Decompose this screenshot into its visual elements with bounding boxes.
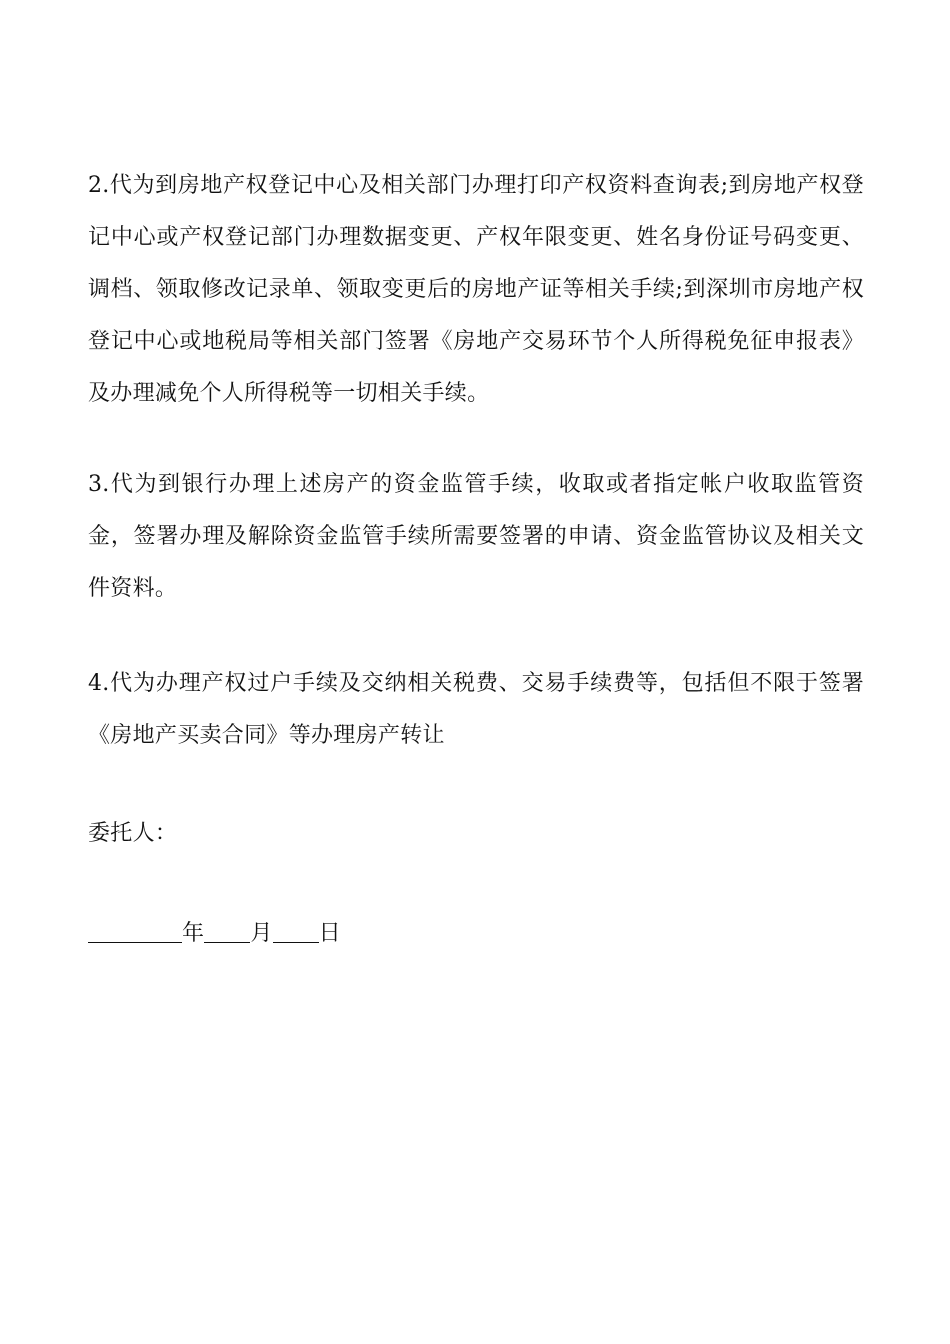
clause-2-paragraph: 2.代为到房地产权登记中心及相关部门办理打印产权资料查询表;到房地产权登记中心或产权登记部门办理数据变更、产权年限变更、姓名身份证号码变更、调档、领取修改记录单、领取变更后的房地产证等相关手续;到深圳市房地产权登记中心或地税局等相关部门签署《房地产交易环节个人所得税免征申报表》及办理减免个人所得税等一切相关手续。 <box>88 173 864 406</box>
year-label: 年 <box>182 921 205 946</box>
signature-date-line <box>88 908 864 960</box>
year-blank[interactable] <box>88 920 182 943</box>
clause-4-paragraph: 4.代为办理产权过户手续及交纳相关税费、交易手续费等，包括但不限于签署《房地产买卖合同》等办理房产转让 <box>88 671 864 748</box>
month-label: 月 <box>250 921 273 946</box>
principal-label: 委托人： <box>88 821 178 846</box>
clause-3-paragraph: 3.代为到银行办理上述房产的资金监管手续，收取或者指定帐户收取监管资金，签署办理及解除资金监管手续所需要签署的申请、资金监管协议及相关文件资料。 <box>88 472 864 601</box>
day-label: 日 <box>318 921 341 946</box>
day-blank[interactable] <box>273 920 319 943</box>
month-blank[interactable] <box>204 920 250 943</box>
